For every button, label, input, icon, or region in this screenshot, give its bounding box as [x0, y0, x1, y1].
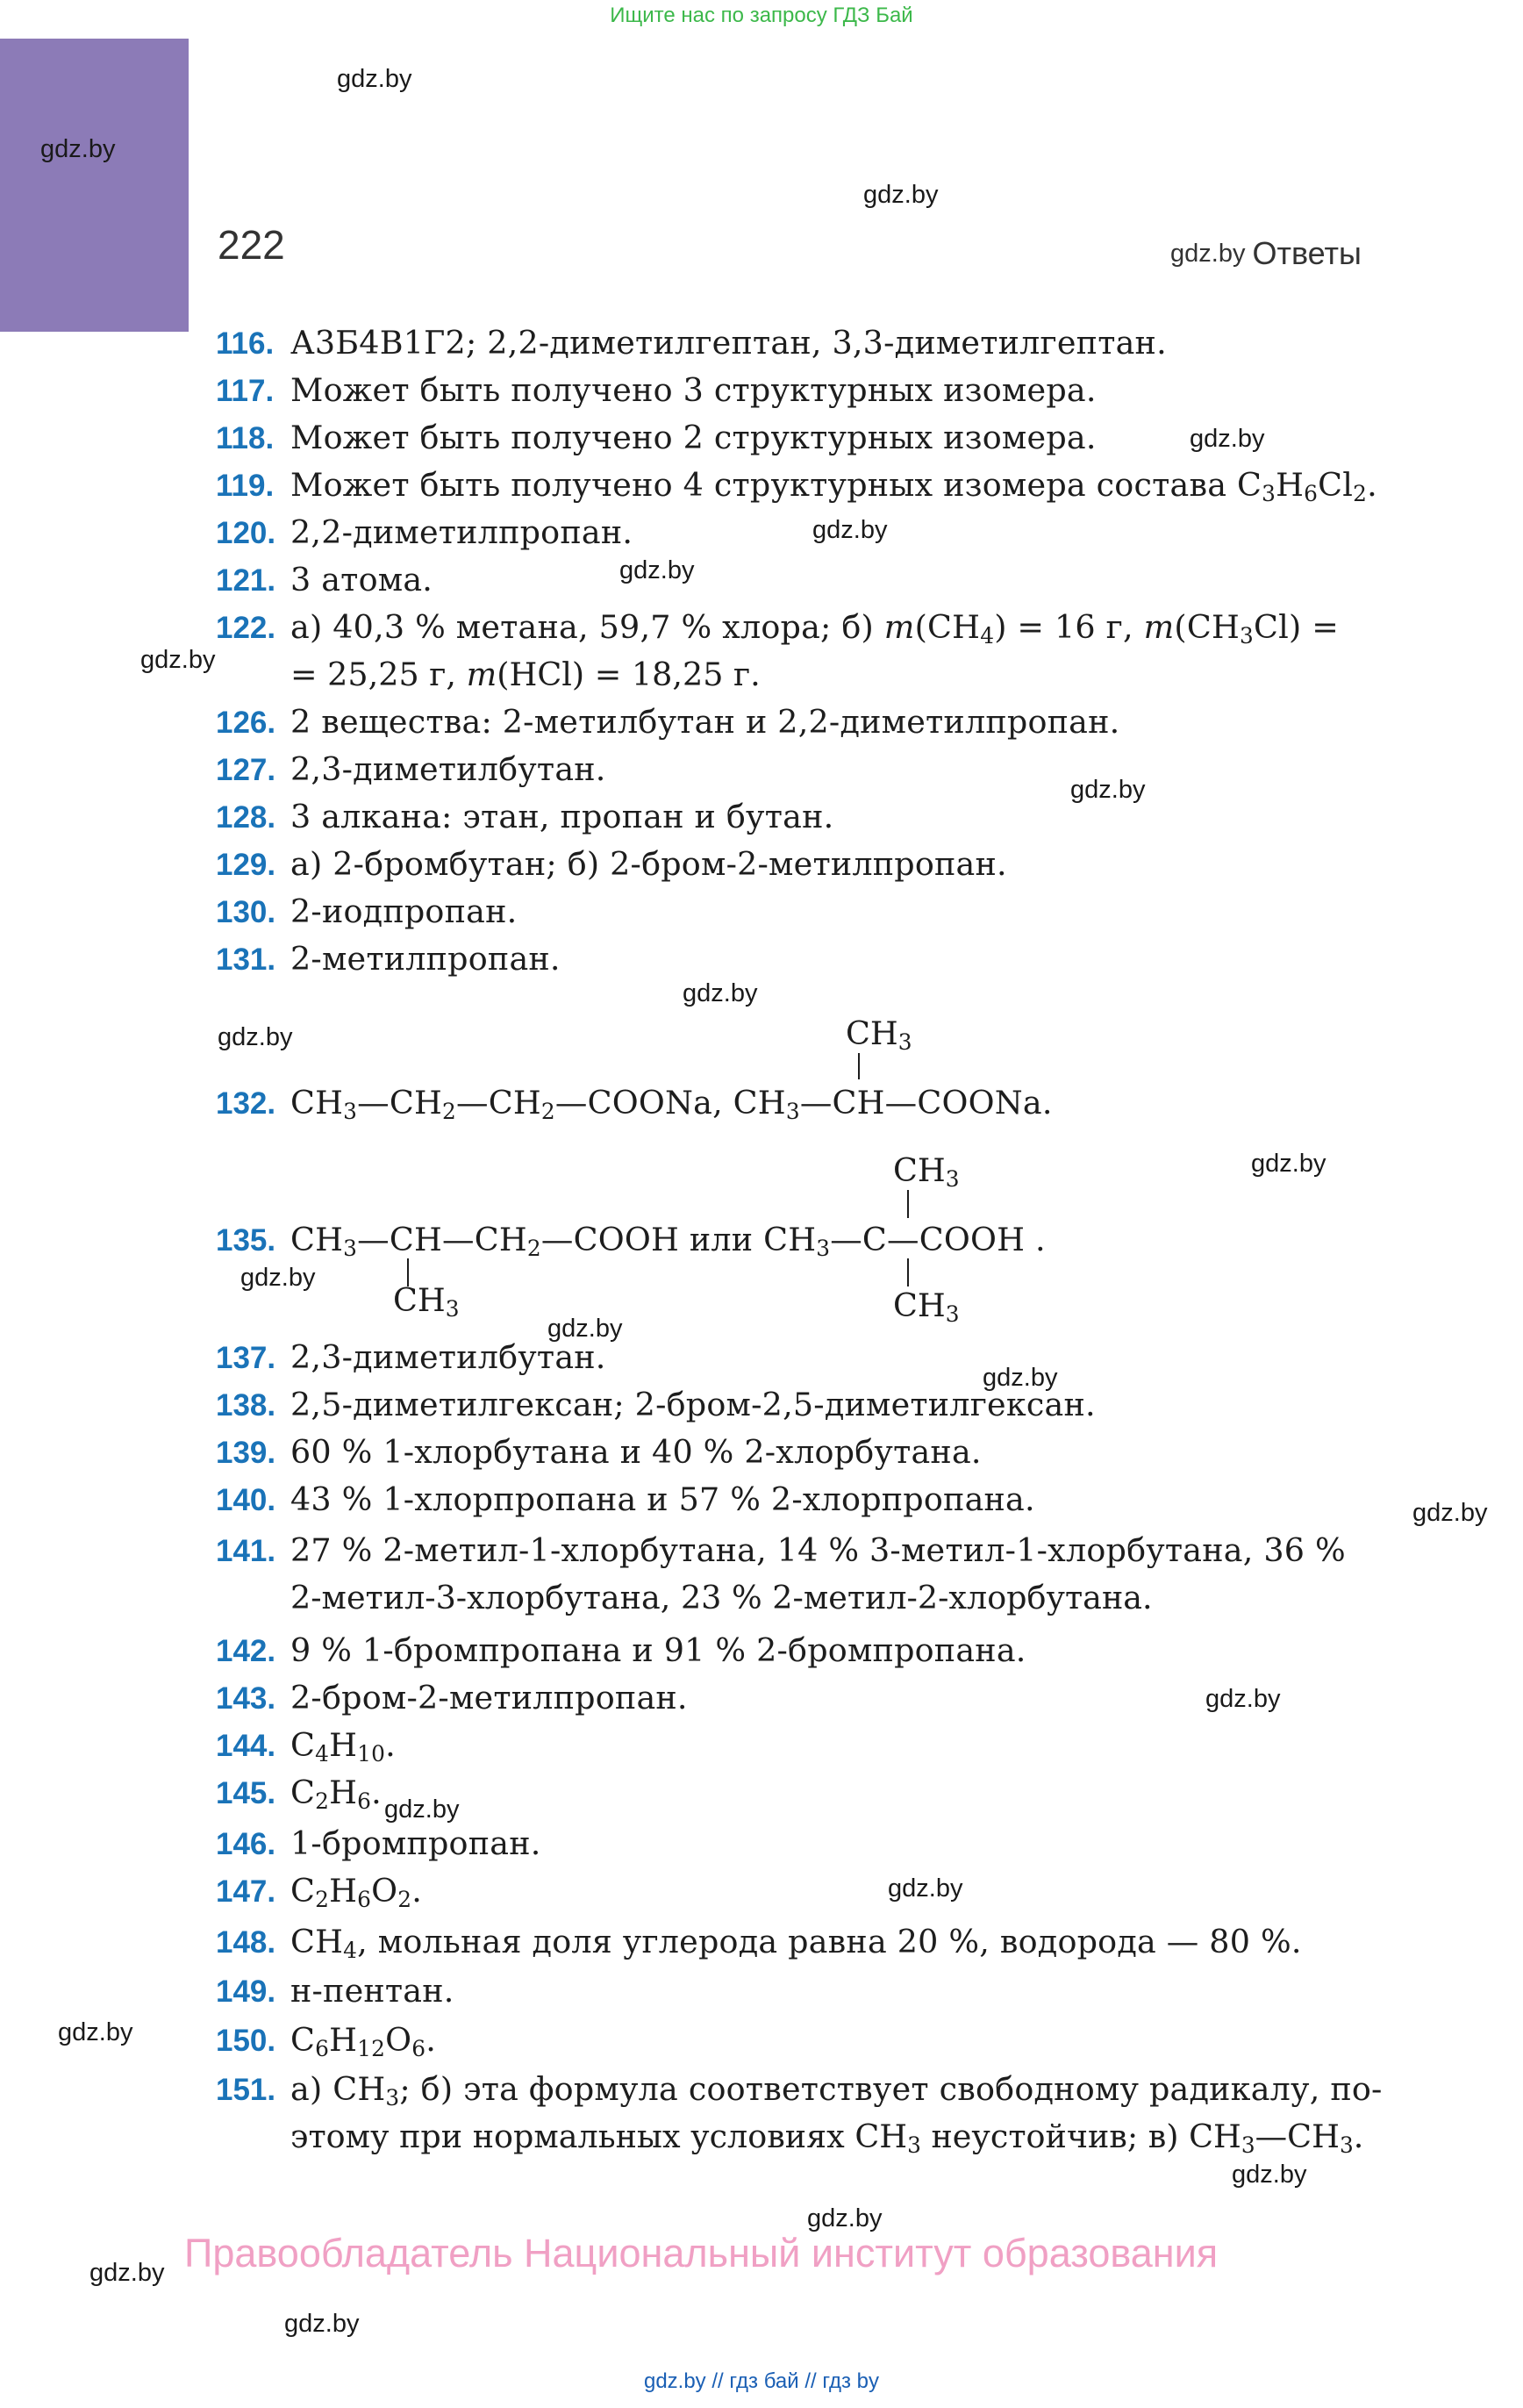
answer-120: 120. 2,2-диметилпропан. [216, 513, 633, 551]
section-title: Ответы [1252, 235, 1362, 271]
bottom-links[interactable]: gdz.by // гдз бай // гдз by [643, 2369, 880, 2393]
answer-149: 149. н-пентан. [216, 1972, 454, 2010]
watermark: gdz.by [1170, 240, 1246, 268]
answer-116: 116. А3Б4В1Г2; 2,2-диметилгептан, 3,3-диметилгептан. [216, 324, 1167, 362]
formula-135-bottom-branch: $CH_3$ [893, 1286, 960, 1328]
answer-146: 146. 1-бромпропан. [216, 1824, 541, 1862]
answer-151: 151. а) $CH_3$; б) эта формула соответствует свободному радикалу, по- [216, 2070, 1383, 2111]
watermark: gdz.by [807, 2204, 883, 2232]
answer-150: 150. $C_6H_{12}O_6$. [216, 2021, 437, 2062]
watermark: gdz.by [812, 516, 888, 544]
watermark: gdz.by [1205, 1685, 1281, 1713]
answer-127: 127. 2,3-диметилбутан. [216, 750, 606, 788]
watermark: gdz.by [683, 979, 758, 1007]
answer-140: 140. 43 % 1-хлорпропана и 57 % 2-хлорпропана. [216, 1480, 1035, 1518]
purple-corner-block [0, 39, 189, 332]
answer-117: 117. Может быть получено 3 структурных изомера. [216, 371, 1097, 409]
answer-141-cont: 2-метил-3-хлорбутана, 23 % 2-метил-2-хлорбутана. [290, 1579, 1153, 1616]
answer-118: 118. Может быть получено 2 структурных изомера. [216, 419, 1097, 456]
watermark: gdz.by [547, 1315, 623, 1343]
watermark: gdz.by [58, 2018, 133, 2046]
answer-137: 137. 2,3-диметилбутан. [216, 1338, 606, 1376]
answer-138: 138. 2,5-диметилгексан; 2-бром-2,5-диметилгексан. [216, 1386, 1096, 1423]
answer-119: 119. Может быть получено 4 структурных изомера состава $C_3H_6Cl_2$. [216, 466, 1377, 507]
watermark: gdz.by [140, 646, 216, 674]
watermark: gdz.by [1190, 425, 1265, 453]
answer-122-cont: = 25,25 г, m(HCl) = 18,25 г. [290, 656, 761, 693]
answer-130: 130. 2-иодпропан. [216, 892, 518, 930]
copyright-footer: Правообладатель Национальный институт образования [184, 2231, 1219, 2275]
answer-128: 128. 3 алкана: этан, пропан и бутан. [216, 798, 834, 835]
section-header [1170, 235, 1362, 272]
answer-131: 131. 2-метилпропан. [216, 940, 561, 978]
answer-151-cont: этому при нормальных условиях $CH_3$ неустойчив; в) $CH_3—CH_3$. [290, 2118, 1364, 2159]
watermark: gdz.by [888, 1874, 963, 1903]
watermark: gdz.by [1070, 776, 1146, 804]
answer-147: 147. $C_2H_6O_2$. [216, 1872, 423, 1913]
formula-132-branch: $CH_3$ [846, 1014, 912, 1056]
answer-132: 132. $CH_3—CH_2—CH_2—COONa$, $CH_3—CH—COONa$. [216, 1084, 1053, 1125]
formula-135-branch: $CH_3$ [393, 1281, 460, 1322]
answer-141: 141. 27 % 2-метил-1-хлорбутана, 14 % 3-метил-1-хлорбутана, 36 % [216, 1531, 1346, 1569]
answer-121: 121. 3 атома. [216, 561, 433, 598]
formula-135-bond [907, 1190, 909, 1218]
watermark: gdz.by [619, 556, 695, 584]
formula-135-top-branch: $CH_3$ [893, 1151, 960, 1193]
watermark: gdz.by [1232, 2161, 1307, 2189]
watermark: gdz.by [40, 135, 116, 163]
watermark: gdz.by [240, 1264, 316, 1292]
answer-143: 143. 2-бром-2-метилпропан. [216, 1679, 688, 1716]
watermark: gdz.by [863, 181, 939, 209]
watermark: gdz.by [1251, 1150, 1326, 1178]
watermark: gdz.by [284, 2310, 360, 2338]
watermark: gdz.by [983, 1364, 1058, 1392]
answer-144: 144. $C_4H_{10}$. [216, 1726, 396, 1767]
formula-135-bond [907, 1258, 909, 1286]
answer-142: 142. 9 % 1-бромпропана и 91 % 2-бромпропана. [216, 1631, 1026, 1669]
watermark: gdz.by [89, 2259, 165, 2287]
answer-129: 129. а) 2-бромбутан; б) 2-бром-2-метилпропан. [216, 845, 1007, 883]
watermark: gdz.by [337, 65, 412, 93]
answer-139: 139. 60 % 1-хлорбутана и 40 % 2-хлорбутана. [216, 1433, 982, 1471]
formula-132-bond [858, 1053, 860, 1079]
watermark: gdz.by [384, 1795, 460, 1824]
answer-148: 148. $CH_4$, мольная доля углерода равна 20 %, водорода — 80 %. [216, 1923, 1302, 1964]
top-banner[interactable]: Ищите нас по запросу ГДЗ Бай [610, 4, 913, 27]
watermark: gdz.by [1412, 1499, 1488, 1527]
answer-135: 135. $CH_3—CH—CH_2—COOH$ или $CH_3—C—COOH$ . [216, 1221, 1046, 1262]
answer-122: 122. а) 40,3 % метана, 59,7 % хлора; б) $m(CH_4) = 16$ г, $m(CH_3Cl)$ = [216, 608, 1340, 649]
page-number: 222 [218, 222, 285, 268]
answer-126: 126. 2 вещества: 2-метилбутан и 2,2-диметилпропан. [216, 703, 1120, 741]
answer-145: 145. $C_2H_6$. [216, 1774, 382, 1815]
watermark: gdz.by [218, 1023, 293, 1051]
